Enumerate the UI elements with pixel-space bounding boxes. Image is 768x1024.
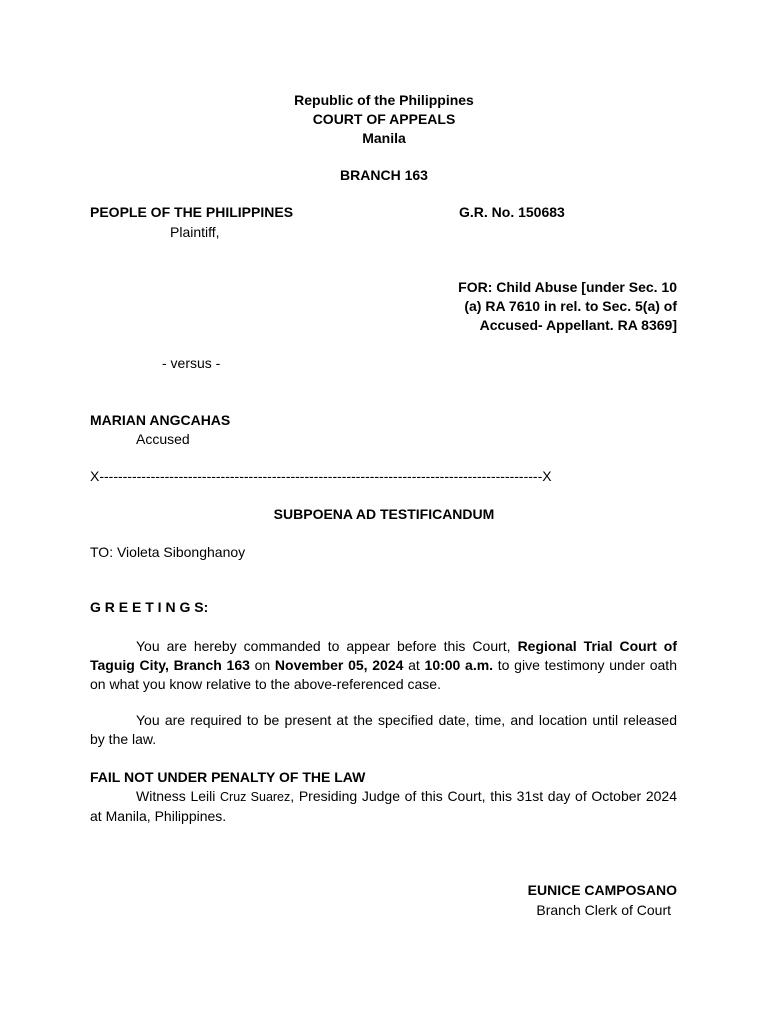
command-text-3: at — [403, 657, 425, 673]
branch-heading: BRANCH 163 — [340, 167, 428, 183]
witness-text-2: , Presiding Judge of this Court, this 31st day of October 2024 at Manila, Philippines. — [90, 788, 677, 824]
accused-name: MARIAN ANGCAHAS — [90, 412, 231, 428]
command-court: Regional Trial Court of Taguig City, Branch 163 — [90, 638, 678, 673]
clerk-title: Branch Clerk of Court — [536, 902, 671, 918]
republic-heading: Republic of the Philippines — [294, 92, 474, 108]
penalty-heading: FAIL NOT UNDER PENALTY OF THE LAW — [90, 769, 366, 785]
witness-judge: Cruz Suarez — [220, 790, 291, 804]
caption-separator: X-----------------------------------------------------------------------------------------------X — [90, 468, 552, 484]
case-number: G.R. No. 150683 — [459, 204, 565, 220]
witness-text-1: Witness Leili — [136, 788, 221, 804]
command-date: November 05, 2024 — [274, 657, 404, 673]
charge-line-3: Accused- Appellant. RA 8369] — [479, 317, 677, 333]
command-time: 10:00 a.m. — [424, 657, 494, 673]
charge-line-1: FOR: Child Abuse [under Sec. 10 — [458, 279, 677, 295]
command-paragraph — [90, 637, 677, 694]
presence-paragraph: You are required to be present at the specified date, time, and location until released by the law. — [90, 712, 677, 747]
greeting: G R E E T I N G S: — [90, 599, 209, 615]
command-text-2: on — [249, 657, 275, 673]
court-heading: COURT OF APPEALS — [312, 111, 456, 127]
plaintiff-name: PEOPLE OF THE PHILIPPINES — [90, 204, 294, 220]
document-title: SUBPOENA AD TESTIFICANDUM — [273, 506, 495, 522]
addressee: TO: Violeta Sibonghanoy — [90, 544, 246, 560]
command-text-1: You are hereby commanded to appear before this Court, — [136, 638, 518, 654]
charge-line-2: (a) RA 7610 in rel. to Sec. 5(a) of — [464, 298, 677, 314]
plaintiff-role: Plaintiff, — [170, 224, 220, 240]
versus-text: - versus - — [162, 355, 221, 371]
command-text-4: to give testimony under oath on what you know relative to the above-referenced case. — [90, 657, 677, 692]
accused-role: Accused — [136, 431, 190, 447]
witness-paragraph — [90, 787, 677, 826]
clerk-name: EUNICE CAMPOSANO — [527, 882, 677, 898]
city-heading: Manila — [362, 130, 406, 146]
